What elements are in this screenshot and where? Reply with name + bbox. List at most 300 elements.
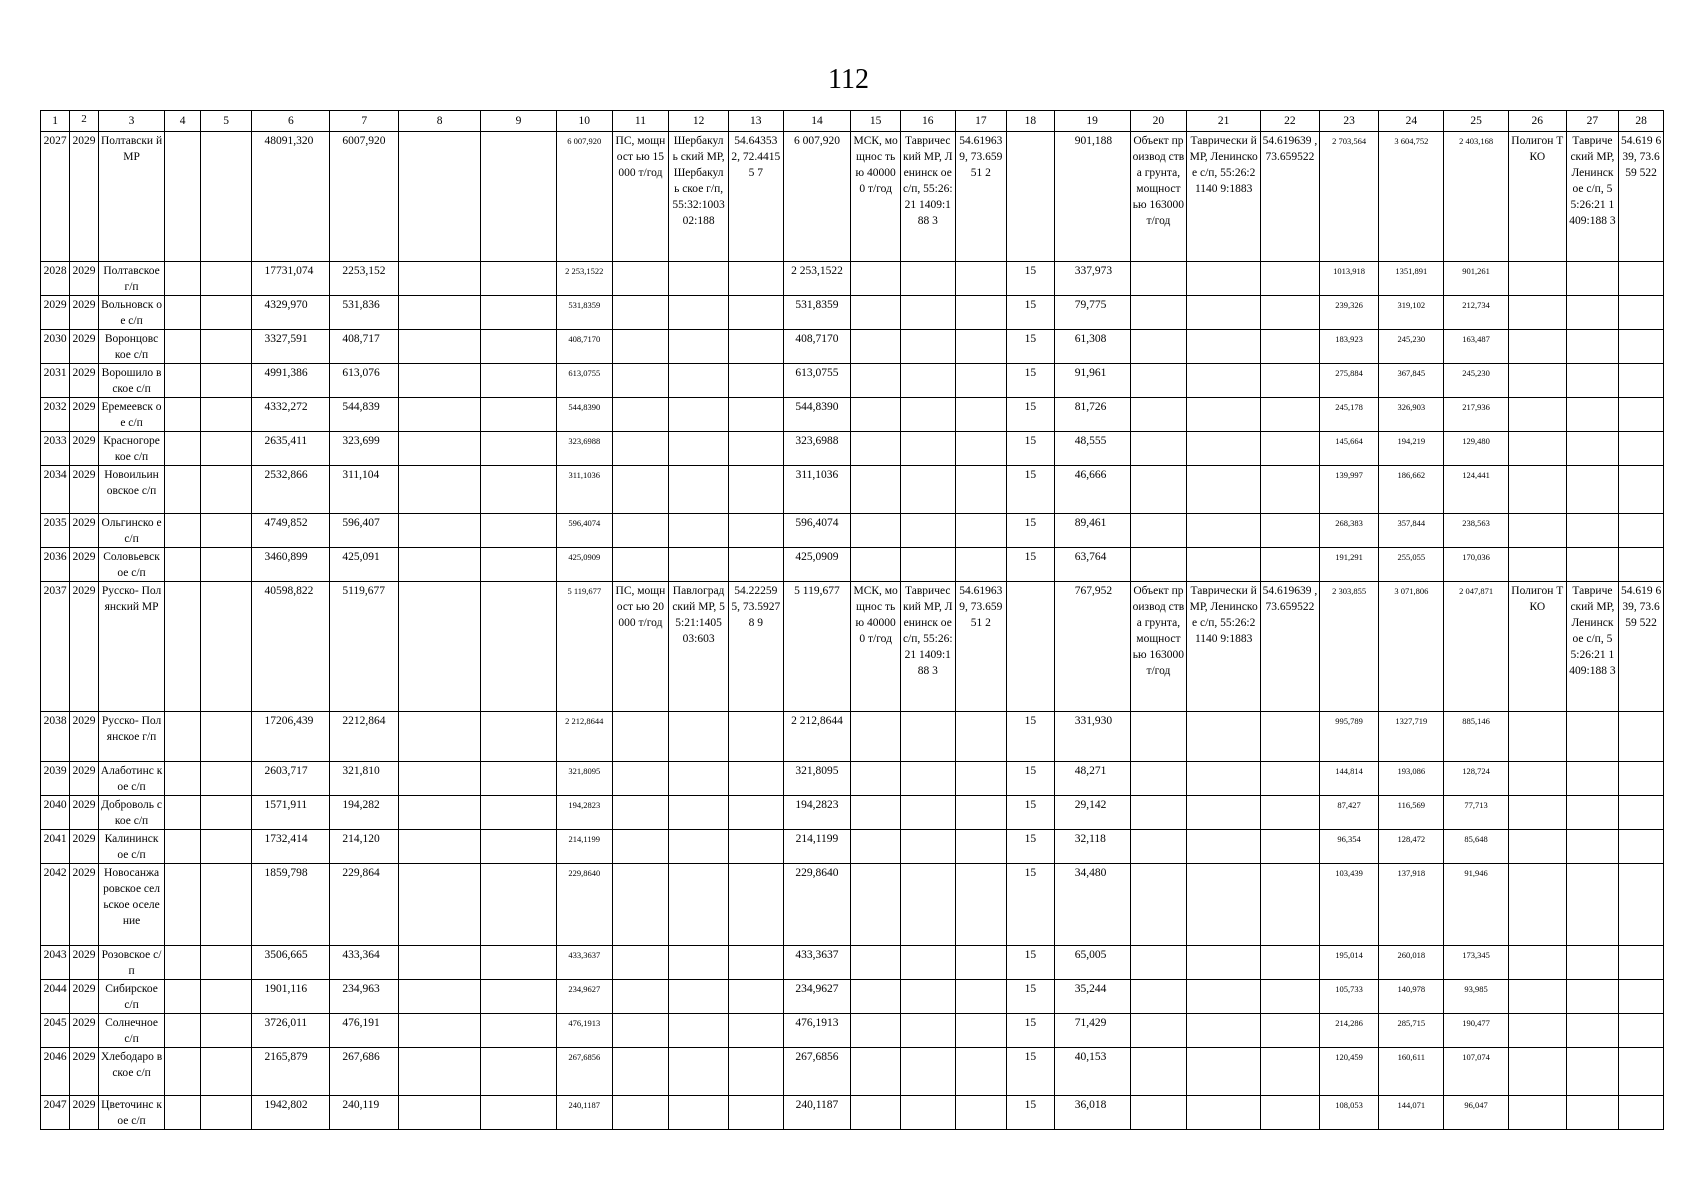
cell-col-23: 191,291 <box>1319 548 1379 582</box>
cell-col-10: 267,6856 <box>556 1048 612 1096</box>
cell-col-12 <box>669 864 729 946</box>
cell-col-18: 15 <box>1007 514 1055 548</box>
cell-col-11: ПС, мощност ью 15000 т/год <box>612 132 669 262</box>
cell-col-1: 2029 <box>41 296 70 330</box>
cell-col-19: 61,308 <box>1054 330 1130 364</box>
cell-col-14: 5 119,677 <box>783 582 851 712</box>
cell-col-14: 229,8640 <box>783 864 851 946</box>
cell-col-9 <box>481 864 557 946</box>
table-row <box>41 582 1664 712</box>
cell-col-4 <box>165 1014 200 1048</box>
cell-col-4 <box>165 864 200 946</box>
cell-col-14: 240,1187 <box>783 1096 851 1130</box>
cell-col-9 <box>481 296 557 330</box>
cell-col-23: 1013,918 <box>1319 262 1379 296</box>
cell-col-18: 15 <box>1007 548 1055 582</box>
cell-col-1: 2035 <box>41 514 70 548</box>
cell-col-26 <box>1508 296 1566 330</box>
cell-col-25: 2 047,871 <box>1444 582 1509 712</box>
cell-col-25: 2 403,168 <box>1444 132 1509 262</box>
cell-col-2: 2029 <box>70 1048 98 1096</box>
cell-col-22 <box>1261 262 1320 296</box>
cell-col-24: 3 071,806 <box>1379 582 1444 712</box>
cell-col-18: 15 <box>1007 296 1055 330</box>
cell-col-19: 29,142 <box>1054 796 1130 830</box>
column-header-15: 15 <box>851 111 901 132</box>
cell-col-2: 2029 <box>70 466 98 514</box>
cell-col-28 <box>1619 262 1664 296</box>
table-row <box>41 262 1664 296</box>
cell-col-17 <box>955 1096 1007 1130</box>
cell-col-3: Воронцовс кое с/п <box>98 330 165 364</box>
cell-col-26 <box>1508 762 1566 796</box>
cell-col-6: 1901,116 <box>252 980 330 1014</box>
cell-col-22 <box>1261 864 1320 946</box>
cell-col-20 <box>1130 980 1187 1014</box>
cell-col-8 <box>399 466 481 514</box>
cell-col-7: 321,810 <box>330 762 399 796</box>
cell-col-1: 2042 <box>41 864 70 946</box>
cell-col-4 <box>165 1048 200 1096</box>
cell-col-15 <box>851 980 901 1014</box>
cell-col-24: 319,102 <box>1379 296 1444 330</box>
cell-col-19: 63,764 <box>1054 548 1130 582</box>
column-header-5: 5 <box>200 111 252 132</box>
cell-col-6: 4749,852 <box>252 514 330 548</box>
cell-col-28 <box>1619 830 1664 864</box>
cell-col-24: 255,055 <box>1379 548 1444 582</box>
cell-col-14: 476,1913 <box>783 1014 851 1048</box>
cell-col-26 <box>1508 364 1566 398</box>
cell-col-15 <box>851 548 901 582</box>
cell-col-26: Полигон ТКО <box>1508 582 1566 712</box>
cell-col-12 <box>669 946 729 980</box>
cell-col-15 <box>851 466 901 514</box>
cell-col-18: 15 <box>1007 980 1055 1014</box>
cell-col-25: 190,477 <box>1444 1014 1509 1048</box>
column-header-16: 16 <box>900 111 955 132</box>
cell-col-15 <box>851 946 901 980</box>
cell-col-7: 214,120 <box>330 830 399 864</box>
cell-col-7: 323,699 <box>330 432 399 466</box>
cell-col-11 <box>612 296 669 330</box>
cell-col-16 <box>900 796 955 830</box>
cell-col-3: Красногоре кое с/п <box>98 432 165 466</box>
cell-col-10: 613,0755 <box>556 364 612 398</box>
cell-col-11 <box>612 364 669 398</box>
cell-col-15 <box>851 262 901 296</box>
cell-col-10: 214,1199 <box>556 830 612 864</box>
cell-col-11: ПС, мощност ью 20000 т/год <box>612 582 669 712</box>
data-table <box>40 110 1664 1130</box>
cell-col-10: 2 212,8644 <box>556 712 612 762</box>
cell-col-21 <box>1187 364 1261 398</box>
table-row <box>41 1014 1664 1048</box>
cell-col-10: 544,8390 <box>556 398 612 432</box>
cell-col-7: 6007,920 <box>330 132 399 262</box>
cell-col-3: Ворошило вское с/п <box>98 364 165 398</box>
table-row <box>41 548 1664 582</box>
cell-col-25: 85,648 <box>1444 830 1509 864</box>
cell-col-14: 311,1036 <box>783 466 851 514</box>
cell-col-15 <box>851 796 901 830</box>
cell-col-24: 3 604,752 <box>1379 132 1444 262</box>
cell-col-27 <box>1566 330 1619 364</box>
cell-col-17 <box>955 466 1007 514</box>
cell-col-12 <box>669 1096 729 1130</box>
cell-col-20 <box>1130 796 1187 830</box>
cell-col-21: Таврически й МР, Ленинское с/п, 55:26:21140 9:1883 <box>1187 132 1261 262</box>
cell-col-21 <box>1187 864 1261 946</box>
cell-col-9 <box>481 432 557 466</box>
cell-col-1: 2033 <box>41 432 70 466</box>
cell-col-14: 433,3637 <box>783 946 851 980</box>
cell-col-14: 531,8359 <box>783 296 851 330</box>
cell-col-19: 767,952 <box>1054 582 1130 712</box>
cell-col-11 <box>612 796 669 830</box>
column-header-14: 14 <box>783 111 851 132</box>
cell-col-3: Солнечное с/п <box>98 1014 165 1048</box>
cell-col-1: 2032 <box>41 398 70 432</box>
cell-col-22 <box>1261 296 1320 330</box>
cell-col-5 <box>200 466 252 514</box>
cell-col-16 <box>900 548 955 582</box>
cell-col-14: 408,7170 <box>783 330 851 364</box>
cell-col-4 <box>165 1096 200 1130</box>
cell-col-18: 15 <box>1007 466 1055 514</box>
table-row <box>41 398 1664 432</box>
cell-col-6: 4991,386 <box>252 364 330 398</box>
cell-col-25: 128,724 <box>1444 762 1509 796</box>
column-header-2: 2 <box>70 111 98 132</box>
cell-col-14: 194,2823 <box>783 796 851 830</box>
cell-col-27 <box>1566 262 1619 296</box>
cell-col-19: 35,244 <box>1054 980 1130 1014</box>
cell-col-22: 54.619639 , 73.659522 <box>1261 582 1320 712</box>
cell-col-20 <box>1130 466 1187 514</box>
cell-col-2: 2029 <box>70 548 98 582</box>
cell-col-16 <box>900 514 955 548</box>
cell-col-7: 531,836 <box>330 296 399 330</box>
cell-col-18: 15 <box>1007 432 1055 466</box>
cell-col-22 <box>1261 398 1320 432</box>
cell-col-13 <box>728 796 783 830</box>
cell-col-13 <box>728 1014 783 1048</box>
cell-col-27 <box>1566 1014 1619 1048</box>
cell-col-24: 160,611 <box>1379 1048 1444 1096</box>
cell-col-6: 48091,320 <box>252 132 330 262</box>
cell-col-14: 321,8095 <box>783 762 851 796</box>
cell-col-3: Полтавски й МР <box>98 132 165 262</box>
cell-col-19: 40,153 <box>1054 1048 1130 1096</box>
cell-col-13 <box>728 830 783 864</box>
cell-col-1: 2043 <box>41 946 70 980</box>
cell-col-4 <box>165 466 200 514</box>
cell-col-8 <box>399 432 481 466</box>
cell-col-16 <box>900 466 955 514</box>
cell-col-2: 2029 <box>70 364 98 398</box>
cell-col-5 <box>200 864 252 946</box>
cell-col-23: 144,814 <box>1319 762 1379 796</box>
cell-col-23: 995,789 <box>1319 712 1379 762</box>
cell-col-5 <box>200 514 252 548</box>
cell-col-5 <box>200 364 252 398</box>
cell-col-10: 321,8095 <box>556 762 612 796</box>
cell-col-20: Объект производ ства грунта, мощност ью 163000 т/год <box>1130 132 1187 262</box>
cell-col-27 <box>1566 712 1619 762</box>
cell-col-3: Хлебодаро вское с/п <box>98 1048 165 1096</box>
cell-col-20 <box>1130 364 1187 398</box>
cell-col-25: 170,036 <box>1444 548 1509 582</box>
table-row <box>41 864 1664 946</box>
cell-col-15 <box>851 712 901 762</box>
cell-col-24: 137,918 <box>1379 864 1444 946</box>
cell-col-28 <box>1619 364 1664 398</box>
cell-col-11 <box>612 548 669 582</box>
cell-col-23: 239,326 <box>1319 296 1379 330</box>
cell-col-5 <box>200 582 252 712</box>
cell-col-12 <box>669 762 729 796</box>
table-row <box>41 364 1664 398</box>
cell-col-26 <box>1508 1014 1566 1048</box>
cell-col-12 <box>669 432 729 466</box>
cell-col-24: 357,844 <box>1379 514 1444 548</box>
cell-col-28 <box>1619 980 1664 1014</box>
cell-col-8 <box>399 330 481 364</box>
cell-col-7: 433,364 <box>330 946 399 980</box>
cell-col-8 <box>399 762 481 796</box>
cell-col-3: Русско- Полянское г/п <box>98 712 165 762</box>
cell-col-13 <box>728 262 783 296</box>
cell-col-19: 81,726 <box>1054 398 1130 432</box>
cell-col-9 <box>481 712 557 762</box>
cell-col-4 <box>165 712 200 762</box>
cell-col-7: 596,407 <box>330 514 399 548</box>
cell-col-19: 34,480 <box>1054 864 1130 946</box>
cell-col-20 <box>1130 432 1187 466</box>
cell-col-26 <box>1508 980 1566 1014</box>
cell-col-21 <box>1187 1014 1261 1048</box>
cell-col-16 <box>900 364 955 398</box>
cell-col-9 <box>481 980 557 1014</box>
cell-col-26 <box>1508 262 1566 296</box>
cell-col-4 <box>165 398 200 432</box>
cell-col-18: 15 <box>1007 1014 1055 1048</box>
cell-col-4 <box>165 364 200 398</box>
column-header-27: 27 <box>1566 111 1619 132</box>
cell-col-20 <box>1130 946 1187 980</box>
cell-col-8 <box>399 1014 481 1048</box>
cell-col-1: 2036 <box>41 548 70 582</box>
cell-col-10: 476,1913 <box>556 1014 612 1048</box>
cell-col-21 <box>1187 762 1261 796</box>
cell-col-20 <box>1130 296 1187 330</box>
cell-col-17 <box>955 432 1007 466</box>
cell-col-16 <box>900 1014 955 1048</box>
table-row <box>41 830 1664 864</box>
cell-col-8 <box>399 796 481 830</box>
cell-col-2: 2029 <box>70 762 98 796</box>
cell-col-23: 275,884 <box>1319 364 1379 398</box>
column-header-28: 28 <box>1619 111 1664 132</box>
cell-col-26 <box>1508 1096 1566 1130</box>
cell-col-23: 120,459 <box>1319 1048 1379 1096</box>
cell-col-23: 268,383 <box>1319 514 1379 548</box>
cell-col-18: 15 <box>1007 946 1055 980</box>
cell-col-28 <box>1619 296 1664 330</box>
cell-col-13 <box>728 364 783 398</box>
cell-col-24: 128,472 <box>1379 830 1444 864</box>
cell-col-27 <box>1566 398 1619 432</box>
cell-col-27 <box>1566 1048 1619 1096</box>
cell-col-15 <box>851 1096 901 1130</box>
column-header-26: 26 <box>1508 111 1566 132</box>
cell-col-11 <box>612 1048 669 1096</box>
cell-col-25: 173,345 <box>1444 946 1509 980</box>
cell-col-21 <box>1187 980 1261 1014</box>
cell-col-11 <box>612 1014 669 1048</box>
cell-col-15 <box>851 398 901 432</box>
cell-col-22 <box>1261 1096 1320 1130</box>
cell-col-25: 91,946 <box>1444 864 1509 946</box>
cell-col-8 <box>399 514 481 548</box>
cell-col-27 <box>1566 296 1619 330</box>
cell-col-13 <box>728 946 783 980</box>
cell-col-15: МСК, мощнос тью 400000 т/год <box>851 582 901 712</box>
cell-col-5 <box>200 548 252 582</box>
cell-col-19: 79,775 <box>1054 296 1130 330</box>
cell-col-16 <box>900 296 955 330</box>
cell-col-11 <box>612 946 669 980</box>
cell-col-15 <box>851 364 901 398</box>
cell-col-18 <box>1007 582 1055 712</box>
table-row <box>41 712 1664 762</box>
cell-col-5 <box>200 330 252 364</box>
cell-col-9 <box>481 796 557 830</box>
cell-col-10: 323,6988 <box>556 432 612 466</box>
cell-col-2: 2029 <box>70 296 98 330</box>
cell-col-8 <box>399 980 481 1014</box>
cell-col-14: 544,8390 <box>783 398 851 432</box>
cell-col-21 <box>1187 262 1261 296</box>
cell-col-11 <box>612 980 669 1014</box>
cell-col-22 <box>1261 330 1320 364</box>
cell-col-4 <box>165 762 200 796</box>
cell-col-13 <box>728 514 783 548</box>
cell-col-12 <box>669 548 729 582</box>
cell-col-5 <box>200 398 252 432</box>
cell-col-2: 2029 <box>70 1096 98 1130</box>
cell-col-22 <box>1261 1014 1320 1048</box>
cell-col-3: Калининск ое с/п <box>98 830 165 864</box>
cell-col-22 <box>1261 466 1320 514</box>
cell-col-16 <box>900 330 955 364</box>
cell-col-3: Цветочинс кое с/п <box>98 1096 165 1130</box>
cell-col-3: Сибирское с/п <box>98 980 165 1014</box>
cell-col-7: 425,091 <box>330 548 399 582</box>
cell-col-6: 2603,717 <box>252 762 330 796</box>
cell-col-25: 245,230 <box>1444 364 1509 398</box>
cell-col-13 <box>728 398 783 432</box>
cell-col-7: 234,963 <box>330 980 399 1014</box>
cell-col-24: 1327,719 <box>1379 712 1444 762</box>
cell-col-1: 2046 <box>41 1048 70 1096</box>
cell-col-6: 2532,866 <box>252 466 330 514</box>
cell-col-23: 103,439 <box>1319 864 1379 946</box>
cell-col-19: 71,429 <box>1054 1014 1130 1048</box>
cell-col-2: 2029 <box>70 980 98 1014</box>
cell-col-27 <box>1566 548 1619 582</box>
cell-col-18: 15 <box>1007 712 1055 762</box>
cell-col-6: 3327,591 <box>252 330 330 364</box>
cell-col-20 <box>1130 830 1187 864</box>
cell-col-17 <box>955 762 1007 796</box>
cell-col-3: Еремеевск ое с/п <box>98 398 165 432</box>
cell-col-2: 2029 <box>70 514 98 548</box>
cell-col-10: 229,8640 <box>556 864 612 946</box>
cell-col-16: Тавричес кий МР, Ленинск ое с/п, 55:26:21 1409:188 3 <box>900 582 955 712</box>
cell-col-21 <box>1187 296 1261 330</box>
cell-col-6: 17731,074 <box>252 262 330 296</box>
cell-col-19: 331,930 <box>1054 712 1130 762</box>
cell-col-4 <box>165 548 200 582</box>
cell-col-14: 425,0909 <box>783 548 851 582</box>
cell-col-12 <box>669 796 729 830</box>
cell-col-21 <box>1187 514 1261 548</box>
cell-col-24: 260,018 <box>1379 946 1444 980</box>
cell-col-13 <box>728 548 783 582</box>
cell-col-21 <box>1187 946 1261 980</box>
cell-col-13: 54.22259 5, 73.59278 9 <box>728 582 783 712</box>
cell-col-18: 15 <box>1007 262 1055 296</box>
column-header-11: 11 <box>612 111 669 132</box>
cell-col-3: Вольновск ое с/п <box>98 296 165 330</box>
cell-col-25: 124,441 <box>1444 466 1509 514</box>
cell-col-11 <box>612 762 669 796</box>
cell-col-1: 2028 <box>41 262 70 296</box>
cell-col-9 <box>481 364 557 398</box>
column-header-4: 4 <box>165 111 200 132</box>
cell-col-9 <box>481 330 557 364</box>
cell-col-4 <box>165 514 200 548</box>
cell-col-21 <box>1187 1096 1261 1130</box>
cell-col-11 <box>612 330 669 364</box>
cell-col-20 <box>1130 262 1187 296</box>
column-header-1: 1 <box>41 111 70 132</box>
cell-col-1: 2031 <box>41 364 70 398</box>
cell-col-9 <box>481 582 557 712</box>
cell-col-12: Павлоград ский МР, 55:21:1405 03:603 <box>669 582 729 712</box>
cell-col-2: 2029 <box>70 398 98 432</box>
cell-col-6: 2635,411 <box>252 432 330 466</box>
cell-col-2: 2029 <box>70 830 98 864</box>
column-header-12: 12 <box>669 111 729 132</box>
cell-col-5 <box>200 132 252 262</box>
cell-col-6: 4332,272 <box>252 398 330 432</box>
cell-col-10: 240,1187 <box>556 1096 612 1130</box>
cell-col-8 <box>399 582 481 712</box>
cell-col-16: Тавричес кий МР, Ленинск ое с/п, 55:26:21 1409:188 3 <box>900 132 955 262</box>
cell-col-9 <box>481 398 557 432</box>
table-row <box>41 762 1664 796</box>
cell-col-19: 48,555 <box>1054 432 1130 466</box>
column-header-18: 18 <box>1007 111 1055 132</box>
cell-col-5 <box>200 432 252 466</box>
cell-col-6: 4329,970 <box>252 296 330 330</box>
cell-col-23: 105,733 <box>1319 980 1379 1014</box>
cell-col-26 <box>1508 830 1566 864</box>
cell-col-9 <box>481 830 557 864</box>
